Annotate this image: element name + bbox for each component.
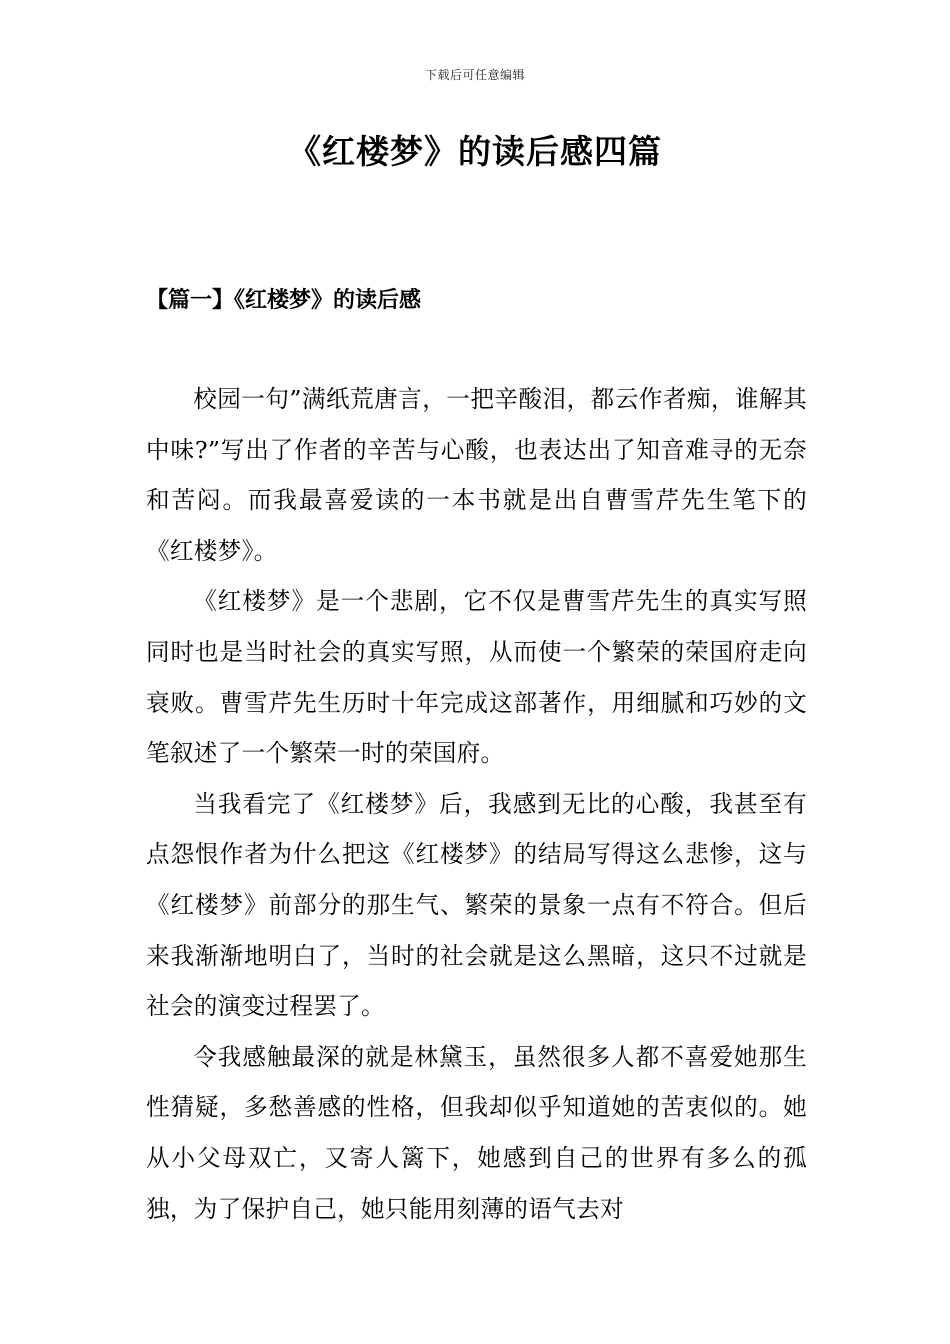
document-title: 《红楼梦》的读后感四篇: [288, 132, 662, 171]
paragraph: 校园一句”满纸荒唐言，一把辛酸泪，都云作者痴，谁解其中味?”写出了作者的辛苦与心酸，也表达出了知音难寻的无奈和苦闷。而我最喜爱读的一本书就是出自曹雪芹先生笔下的《红楼梦》。: [146, 385, 807, 565]
header-note: 下载后可任意编辑: [424, 68, 525, 82]
section-heading: 【篇一】《红楼梦》的读后感: [146, 287, 422, 313]
paragraph: 《红楼梦》是一个悲剧，它不仅是曹雪芹先生的真实写照同时也是当时社会的真实写照，从而使一个繁荣的荣国府走向衰败。曹雪芹先生历时十年完成这部著作，用细腻和巧妙的文笔叙述了一个繁荣一时的荣国府。: [146, 587, 807, 768]
paragraph: 当我看完了《红楼梦》后，我感到无比的心酸，我甚至有点怨恨作者为什么把这《红楼梦》的结局写得这么悲惨，这与《红楼梦》前部分的那生气、繁荣的景象一点有不符合。但后来我渐渐地明白了，当时的社会就是这么黑暗，这只不过就是社会的演变过程罢了。: [146, 789, 807, 1021]
article-body: [146, 374, 807, 1234]
paragraph: 令我感触最深的就是林黛玉，虽然很多人都不喜爱她那生性猜疑，多愁善感的性格，但我却似乎知道她的苦衷似的。她从小父母双亡，又寄人篱下，她感到自己的世界有多么的孤独，为了保护自己，她只能用刻薄的语气去对: [146, 1042, 807, 1223]
